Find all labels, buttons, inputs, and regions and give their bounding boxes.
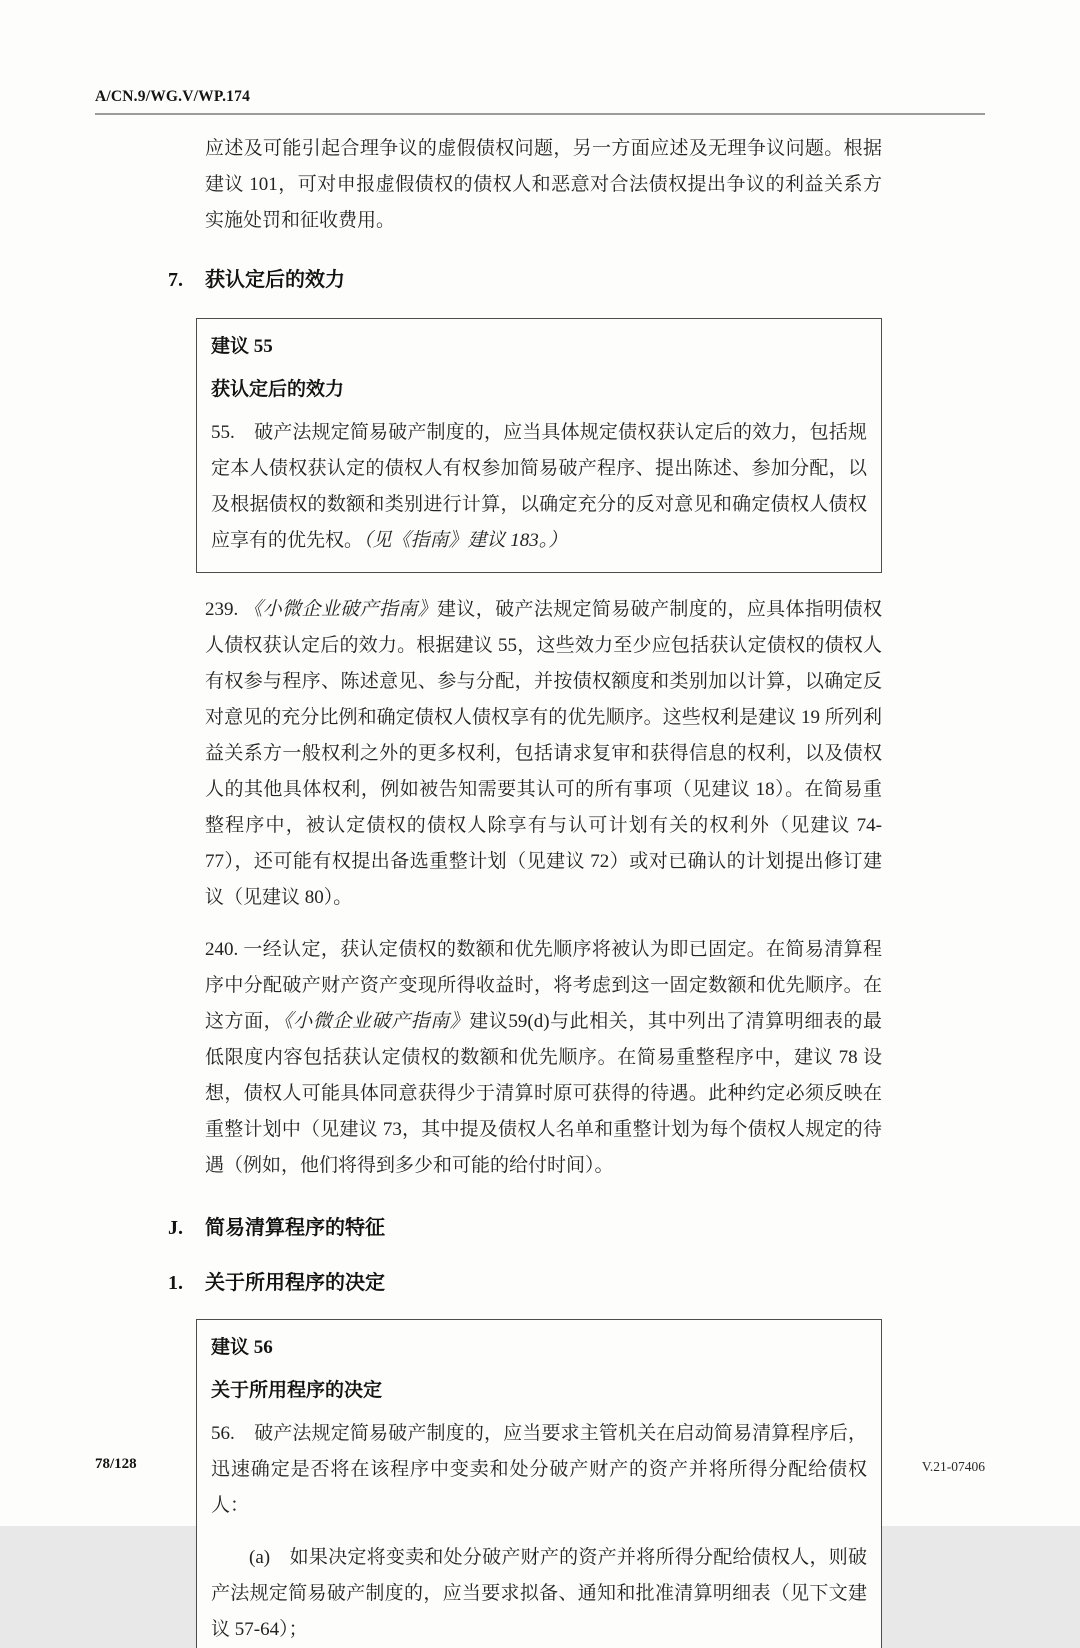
section-7-title: 获认定后的效力 [205, 269, 345, 291]
header-rule [95, 113, 985, 115]
section-7-number: 7. [168, 269, 183, 291]
guide-title-citation-239: 《小微企业破产指南》 [243, 599, 438, 620]
recommendation-55-heading: 获认定后的效力 [211, 379, 345, 400]
recommendation-56-heading: 关于所用程序的决定 [211, 1380, 383, 1401]
guide-reference-183: （见《指南》建议 183。） [363, 530, 568, 551]
recommendation-55-box [196, 318, 882, 573]
document-id: V.21-07406 [921, 1459, 985, 1474]
section-J-heading [168, 1214, 882, 1242]
paragraph-intro: 应述及可能引起合理争议的虚假债权问题，另一方面应述及无理争议问题。根据建议 101，可对申报虚假债权的债权人和恶意对合法债权提出争议的利益关系方实施处罚和征收费用。 [205, 138, 882, 231]
paragraph-239-rest: 建议，破产法规定简易破产制度的，应具体指明债权人债权获认定后的效力。根据建议 55，这些效力至少应包括获认定债权的债权人有权参与程序、陈述意见、参与分配，并按债权额度和类别加以计算，以确定反对意见的充分比例和确定债权人债权享有的优先顺序。这些权利是建议 19 所列利益关系方一般权利之外的更多权利，包括请求复审和获得信息的权利，以及债权人的其他具体权利，例如被告知需要其认可的所有事项（见建议 18）。在简易重整程序中，被认定债权的债权人除享有与认可计划有关的权利外（见建议 74-77），还可能有权提出备选重整计划（见建议 72）或对已确认的计划提出修订建议（见建议 80）。 [205, 599, 882, 908]
paragraph-240-rest: 建议59(d)与此相关，其中列出了清算明细表的最低限度内容包括获认定债权的数额和优先顺序。在简易重整程序中，建议 78 设想，债权人可能具体同意获得少于清算时原可获得的待遇。此种约定必须反映在重整计划中（见建议 73，其中提及债权人名单和重整计划为每个债权人规定的待遇（例如，他们将得到多少和可能的给付时间）。 [205, 1011, 882, 1176]
document-symbol: A/CN.9/WG.V/WP.174 [95, 88, 251, 105]
recommendation-56-item-a: (a) 如果决定将变卖和处分破产财产的资产并将所得分配给债权人，则破产法规定简易破产制度的，应当要求拟备、通知和批准清算明细表（见下文建议 57-64）； [211, 1547, 867, 1640]
section-J-title: 简易清算程序的特征 [205, 1217, 385, 1239]
paragraph-240-start: 240. 一经认定，获认定债权的数额和优先顺序将被认为即已固定。在简易清算程序中分配破产财产资产变现所得收益时，将考虑到这一固定数额和优先顺序。在这方面， [205, 939, 882, 1032]
recommendation-56-box [196, 1319, 882, 1648]
recommendation-55-text [211, 415, 867, 559]
section-1-title: 关于所用程序的决定 [205, 1272, 385, 1294]
section-7-heading [168, 266, 882, 294]
section-J-number: J. [168, 1217, 183, 1239]
paragraph-239-start: 239. [205, 599, 244, 620]
section-1-number: 1. [168, 1272, 183, 1294]
paragraph-240 [205, 932, 882, 1184]
main-text-column [168, 131, 882, 1648]
page-number: 78/128 [95, 1456, 137, 1472]
recommendation-56-text: 56. 破产法规定简易破产制度的，应当要求主管机关在启动简易清算程序后，迅速确定是否将在该程序中变卖和处分破产财产的资产并将所得分配给债权人： [211, 1423, 867, 1516]
recommendation-55-body: 55. 破产法规定简易破产制度的，应当具体规定债权获认定后的效力，包括规定本人债权获认定的债权人有权参加简易破产程序、提出陈述、参加分配，以及根据债权的数额和类别进行计算，以确定充分的反对意见和确定债权人债权应享有的优先权。 [211, 422, 867, 551]
section-1-heading [168, 1269, 882, 1297]
guide-title-citation-240: 《小微企业破产指南》 [283, 1011, 470, 1032]
recommendation-55-label: 建议 55 [211, 336, 273, 357]
recommendation-56-label: 建议 56 [211, 1337, 273, 1358]
paragraph-239 [205, 592, 882, 916]
